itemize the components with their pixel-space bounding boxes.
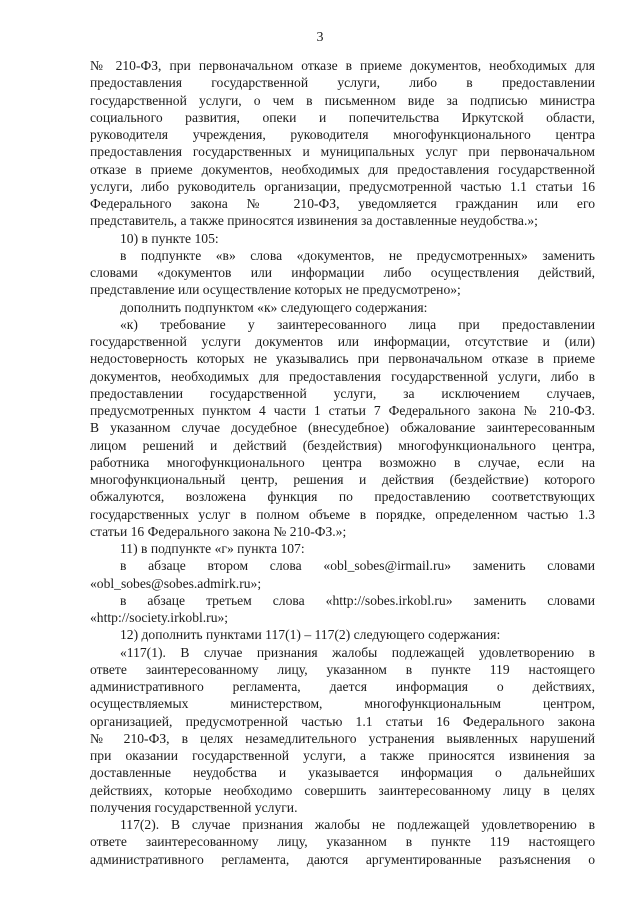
text-line: в подпункте «в» слова «документов, не предусмотренных» заменить — [120, 247, 595, 263]
text-line: получения государственной услуги. — [90, 799, 298, 815]
page-number: 3 — [316, 30, 324, 45]
text-line: государственных услуг в полном объеме в порядке, определенном частью 1.3 — [90, 506, 595, 522]
text-line: ответе заинтересованному лицу, указанном в пункте 119 настоящего — [90, 834, 595, 850]
text-line: государственной услуги, о чем в письменном виде за подписью министра — [90, 92, 595, 108]
text-line: в абзаце третьем слова «http://sobes.irkobl.ru» заменить словами — [120, 592, 595, 608]
text-line: № 210-ФЗ, при первоначальном отказе в приеме документов, необходимых для — [90, 58, 595, 73]
text-line: действиях, которые необходимо совершить заинтересованному лицу в целях — [90, 782, 595, 798]
text-line: административного регламента, дается информация о действиях, — [90, 679, 595, 694]
text-line: социального развития, опеки и попечительства Иркутской области, — [90, 109, 595, 125]
text-line: осуществляемых министерством, многофункциональным центром, — [90, 696, 595, 712]
text-line: работника многофункционального центра возможно в случае, если на — [90, 454, 595, 470]
text-line: документов, необходимых для предоставления государственной услуги, либо в — [90, 368, 595, 384]
text-line: предоставлении государственной услуги, за исключением случаев, — [90, 385, 595, 401]
text-line: предусмотренных пунктом 4 части 1 статьи 7 Федерального закона № 210-ФЗ. — [90, 403, 595, 418]
body-text — [90, 57, 595, 868]
text-line: при оказании государственной услуги, а также приносятся извинения за — [90, 748, 595, 763]
text-line: «http://society.irkobl.ru»; — [90, 610, 229, 625]
text-line: административного регламента, даются аргументированные разъяснения о — [90, 851, 595, 867]
text-line: организацией, предусмотренной частью 1.1 статьи 16 Федерального закона — [90, 713, 595, 729]
text-line: 117(2). В случае признания жалобы не подлежащей удовлетворению в — [120, 817, 595, 832]
text-line: словами «документов или информации либо осуществления действий, — [90, 265, 595, 280]
text-line: представление или осуществление которых не предусмотрено»; — [90, 282, 461, 298]
text-line: предоставления государственных и муниципальных услуг при первоначальном — [90, 144, 595, 160]
text-line: доставленные неудобства и указывается информация о дальнейших — [90, 765, 595, 781]
text-line: ответе заинтересованному лицу, указанном в пункте 119 настоящего — [90, 661, 595, 677]
text-line: «117(1). В случае признания жалобы подлежащей удовлетворению в — [120, 644, 595, 660]
text-line: № 210-ФЗ, в целях незамедлительного устранения выявленных нарушений — [90, 730, 595, 746]
text-line: «obl_sobes@sobes.admirk.ru»; — [90, 575, 262, 591]
text-line: Федерального закона № 210-ФЗ, уведомляется гражданин или его — [90, 196, 595, 211]
text-line: отказе в приеме документов, необходимых для предоставления государственной — [90, 161, 595, 177]
text-line: В указанном случае досудебное (внесудебное) обжалование заинтересованным — [90, 420, 595, 436]
text-line: государственной услуги документов или информации, отсутствие и (или) — [90, 334, 595, 349]
text-line: 12) дополнить пунктами 117(1) – 117(2) следующего содержания: — [120, 627, 501, 643]
text-line: дополнить подпунктом «к» следующего содержания: — [120, 299, 428, 315]
text-line: недостоверность которых не указывались при первоначальном отказе в приеме — [90, 351, 595, 367]
text-line: услуги, либо руководитель организации, предусмотренной частью 1.1 статьи 16 — [90, 178, 595, 194]
text-line: в абзаце втором слова «obl_sobes@irmail.ru» заменить словами — [120, 558, 595, 574]
text-line: многофункциональный центр, решения и действия (бездействие) которого — [90, 472, 595, 487]
text-line: 10) в пункте 105: — [120, 230, 219, 246]
text-line: предоставления государственной услуги, либо в предоставлении — [90, 75, 595, 91]
text-line: «к) требование у заинтересованного лица при предоставлении — [120, 316, 595, 332]
text-line: руководителя учреждения, руководителя многофункционального центра — [90, 127, 595, 142]
text-line: обжалуются, возложена функция по предоставлению соответствующих — [90, 489, 595, 505]
text-line: 11) в подпункте «г» пункта 107: — [120, 541, 305, 556]
text-line: статьи 16 Федерального закона № 210-ФЗ.»; — [90, 523, 347, 539]
text-line: лицом решений и действий (бездействия) многофункционального центра, — [90, 437, 595, 453]
text-line: представитель, а также приносятся извинения за доставленные неудобства.»; — [90, 213, 538, 229]
